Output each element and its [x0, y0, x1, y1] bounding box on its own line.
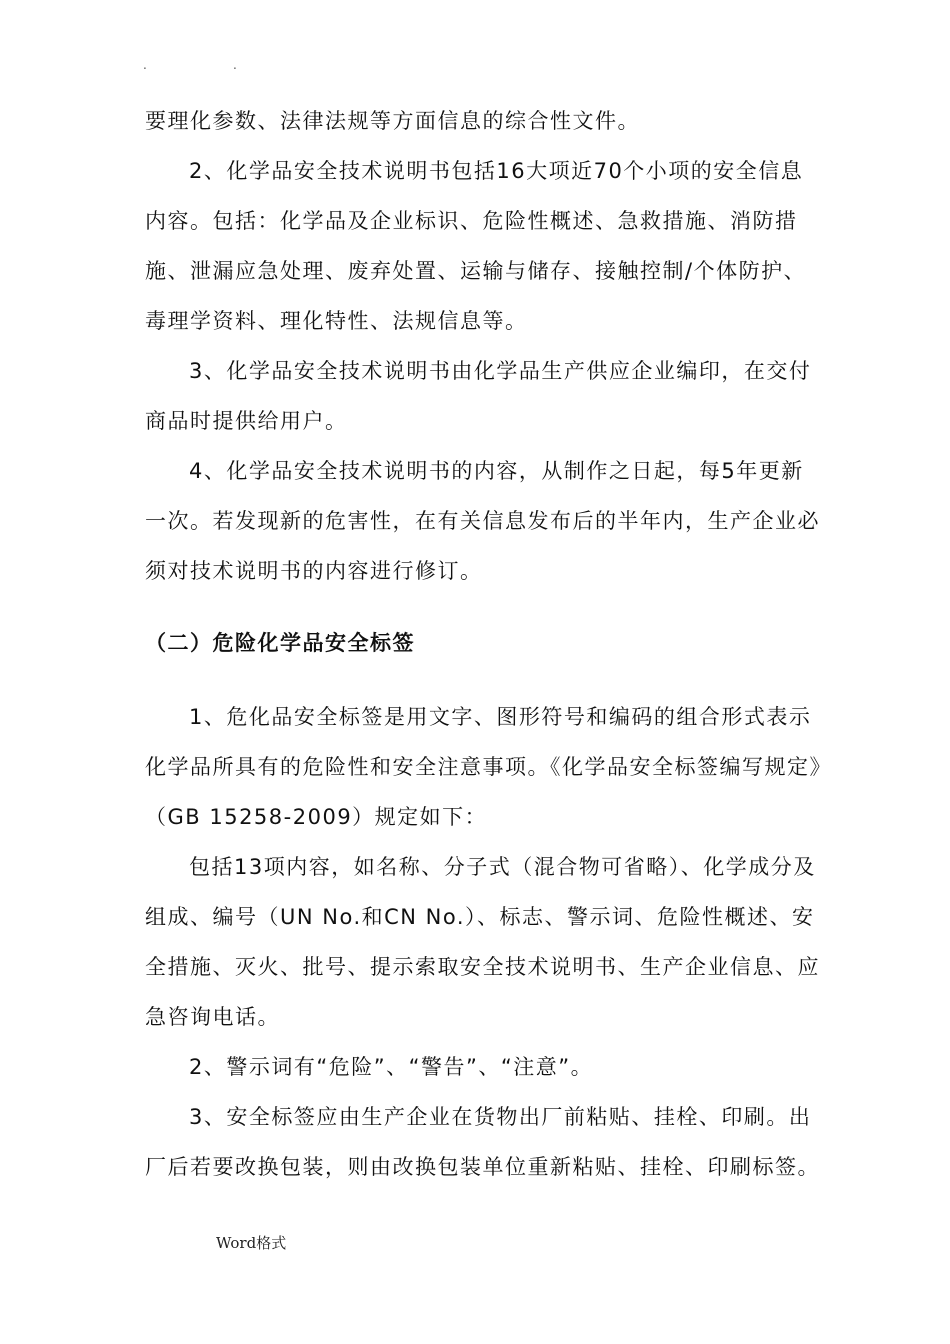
paragraph-label-definition: 1、危化品安全标签是用文字、图形符号和编码的组合形式表示化学品所具有的危险性和安全注意事项。《化学品安全标签编写规定》（GB 15258-2009）规定如下： — [145, 705, 822, 829]
paragraph-item-4: 4、化学品安全技术说明书的内容，从制作之日起，每5年更新一次。若发现新的危害性，在有关信息发布后的半年内，生产企业必须对技术说明书的内容进行修订。 — [145, 459, 820, 583]
header-dot-right: . — [233, 58, 237, 72]
paragraph-signal-words: 2、警示词有“危险”、“警告”、“注意”。 — [189, 1055, 594, 1079]
section-heading: （二）危险化学品安全标签 — [145, 631, 415, 655]
page-footer: Word格式 — [216, 1234, 287, 1252]
paragraph-continuation: 要理化参数、法律法规等方面信息的综合性文件。 — [145, 109, 640, 133]
header-dot-left: . — [143, 58, 147, 72]
paragraph-item-2: 2、化学品安全技术说明书包括16大项近70个小项的安全信息内容。包括：化学品及企业标识、危险性概述、急救措施、消防措施、泄漏应急处理、废弃处置、运输与储存、接触控制/个体防护、毒理学资料、理化特性、法规信息等。 — [145, 159, 807, 333]
document-body — [145, 96, 825, 1192]
paragraph-label-contents: 包括13项内容，如名称、分子式（混合物可省略）、化学成分及组成、编号（UN No.和CN No.）、标志、警示词、危险性概述、安全措施、灭火、批号、提示索取安全技术说明书、生产企业信息、应急咨询电话。 — [145, 855, 820, 1029]
paragraph-label-application: 3、安全标签应由生产企业在货物出厂前粘贴、挂栓、印刷。出厂后若要改换包装，则由改换包装单位重新粘贴、挂栓、印刷标签。 — [145, 1105, 820, 1179]
paragraph-item-3: 3、化学品安全技术说明书由化学品生产供应企业编印，在交付商品时提供给用户。 — [145, 359, 812, 433]
